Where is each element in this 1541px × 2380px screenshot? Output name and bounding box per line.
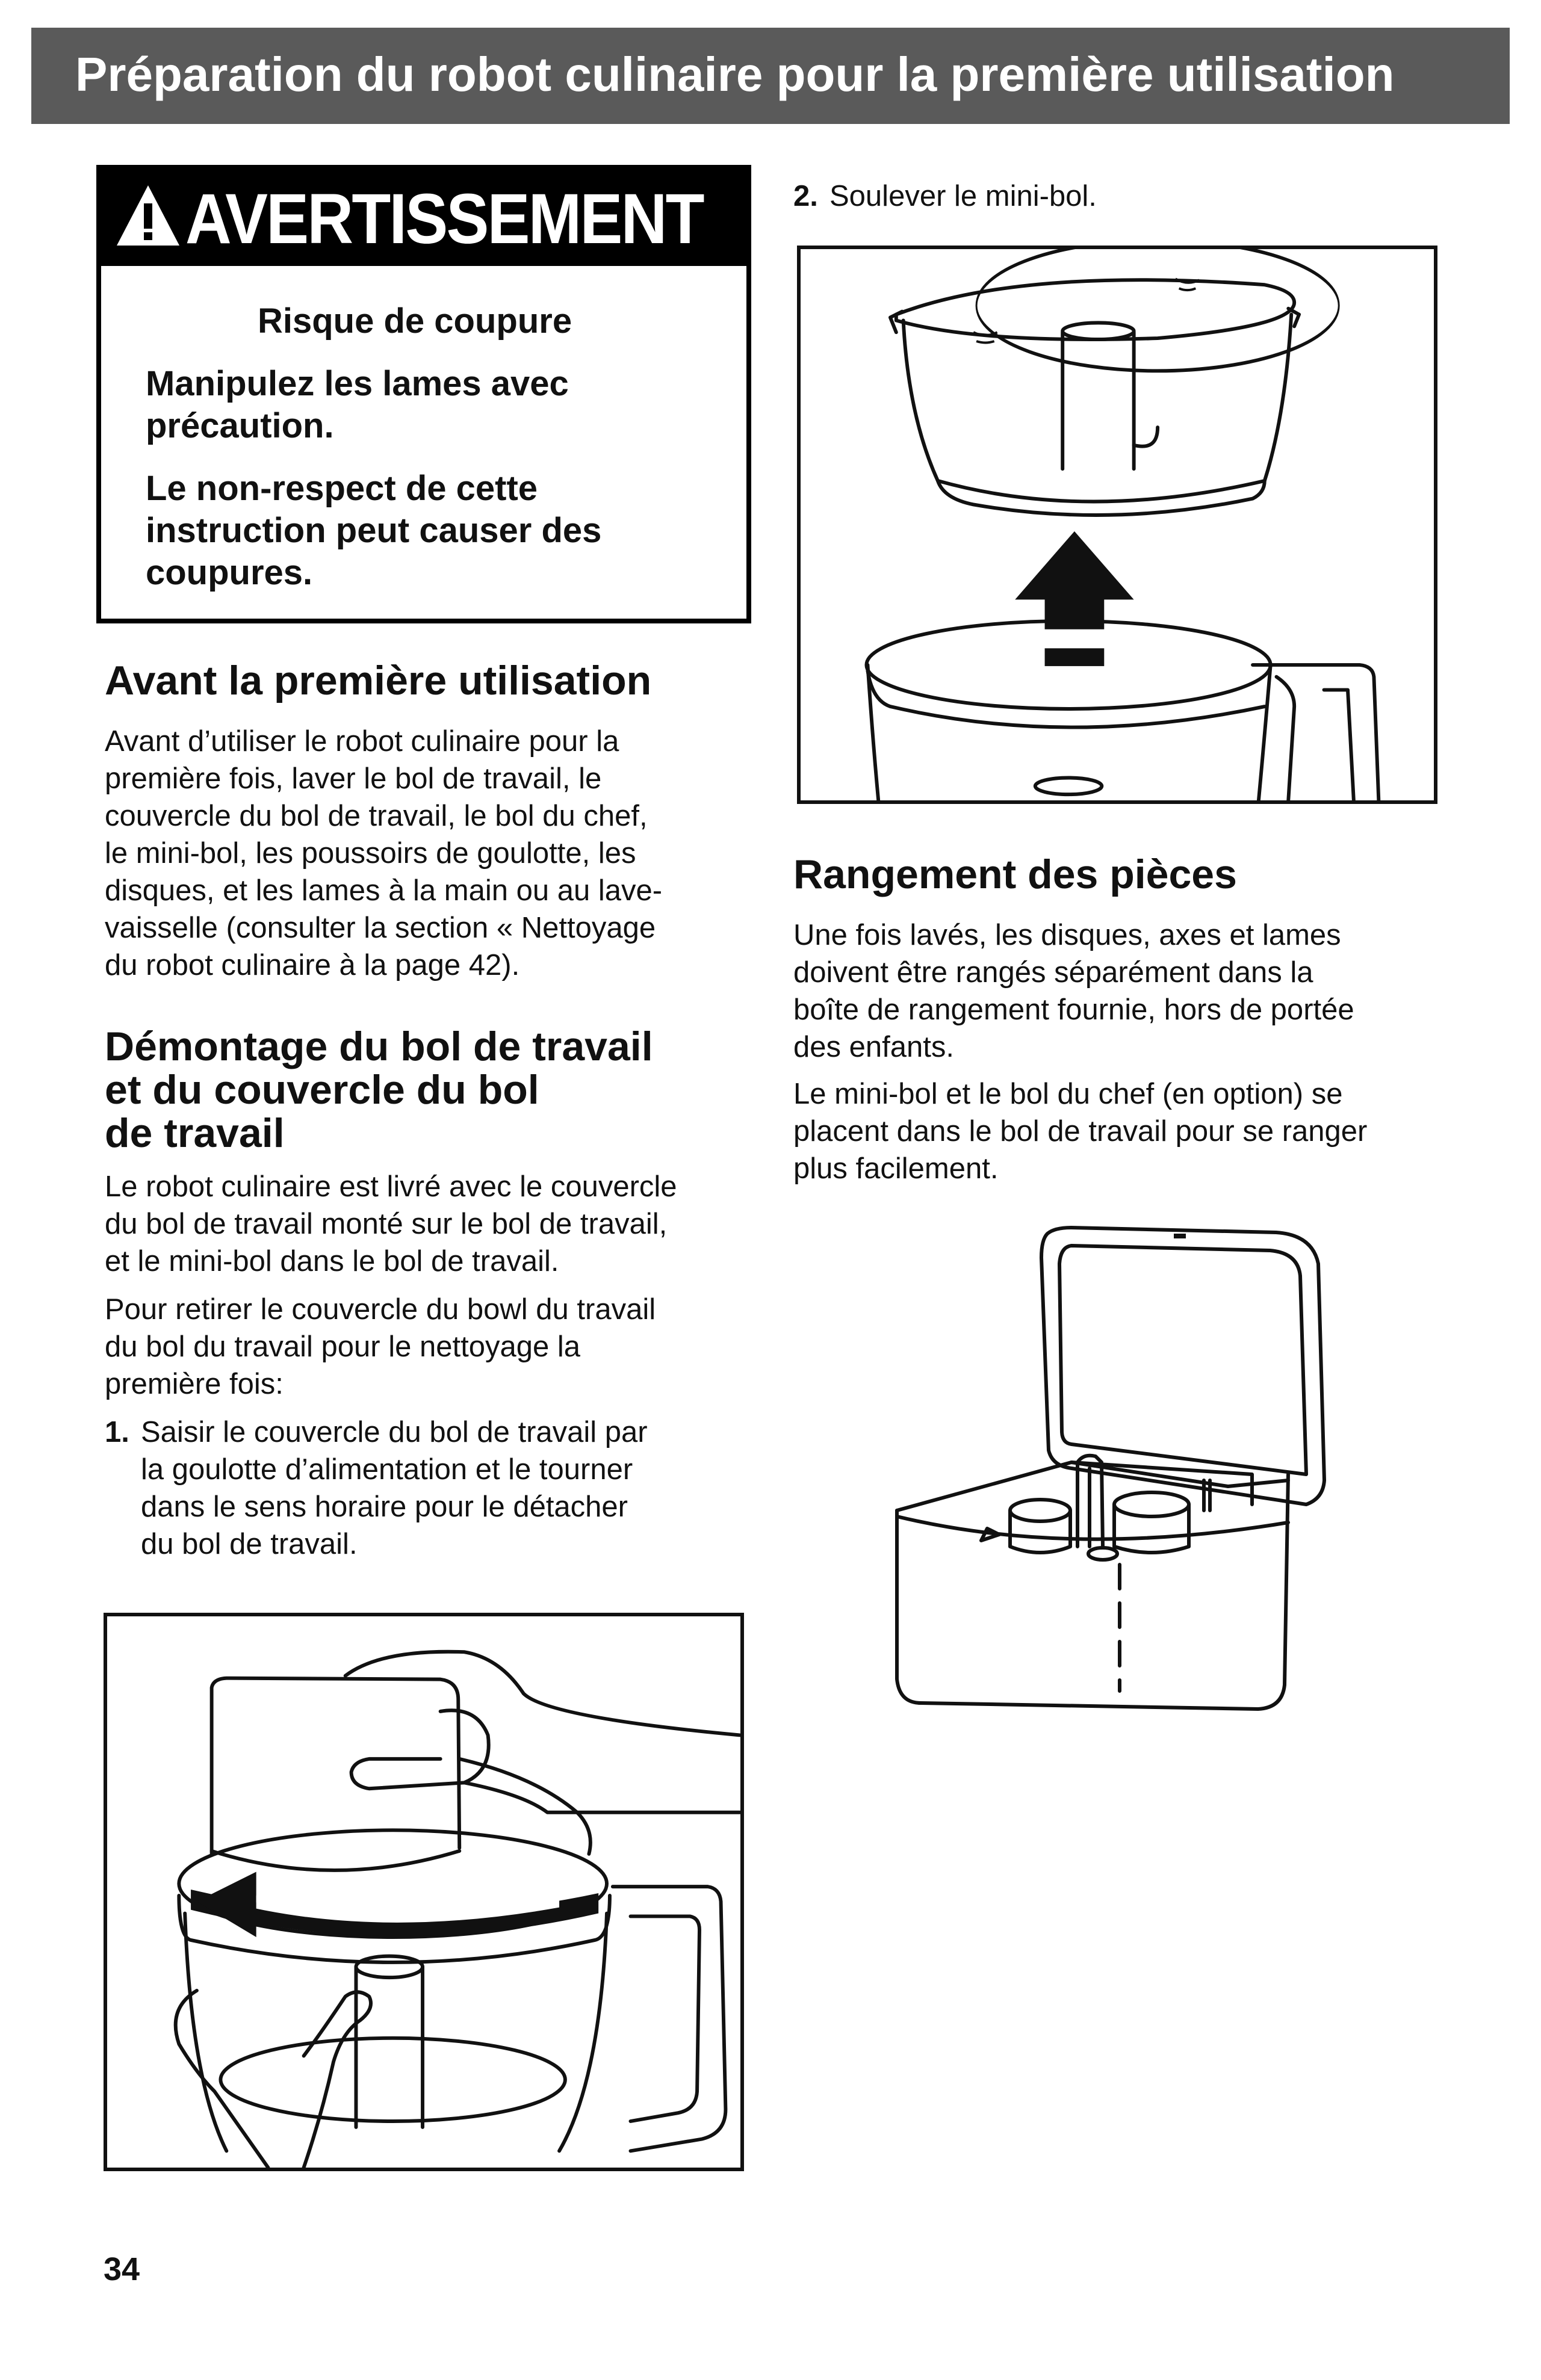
warning-label: AVERTISSEMENT [185, 179, 703, 259]
step-line: Saisir le couvercle du bol de travail par [141, 1416, 648, 1448]
body-line: Une fois lavés, les disques, axes et lames [793, 919, 1341, 951]
body-line: boîte de rangement fournie, hors de portée [793, 994, 1354, 1026]
body-line: couvercle du bol de travail, le bol du chef, [105, 800, 648, 832]
warning-subtitle: Risque de coupure [258, 301, 572, 341]
body-line: disques, et les lames à la main ou au lave- [105, 874, 663, 907]
section-title-disassembly: Démontage du bol de travail [105, 1024, 653, 1069]
section-title-storage: Rangement des pièces [793, 852, 1237, 897]
lid-rotation-illustration [107, 1616, 740, 2168]
warning-line: Le non-respect de cette [146, 469, 538, 508]
body-line: des enfants. [793, 1031, 954, 1063]
illustration-remove-lid [104, 1613, 744, 2171]
warning-header [101, 170, 746, 266]
body-line: du bol du travail pour le nettoyage la [105, 1331, 580, 1363]
warning-line: instruction peut causer des [146, 511, 602, 550]
section-title-before-use: Avant la première utilisation [105, 658, 652, 703]
body-line: doivent être rangés séparément dans la [793, 956, 1313, 989]
step-number: 1. [105, 1416, 129, 1448]
storage-box-illustration [891, 1222, 1336, 1721]
body-line: placent dans le bol de travail pour se ranger [793, 1115, 1368, 1148]
step-line: Soulever le mini-bol. [829, 180, 1097, 212]
body-line: Avant d’utiliser le robot culinaire pour la [105, 725, 619, 758]
warning-triangle-icon [114, 183, 182, 249]
mini-bowl-illustration [801, 249, 1434, 800]
body-line: du bol de travail monté sur le bol de travail, [105, 1208, 668, 1240]
body-line: Le mini-bol et le bol du chef (en option) se [793, 1078, 1343, 1110]
illustration-lift-mini-bowl [797, 246, 1437, 804]
step-line: du bol de travail. [141, 1528, 358, 1560]
body-line: première fois, laver le bol de travail, le [105, 762, 602, 795]
warning-line: précaution. [146, 406, 334, 445]
body-line: le mini-bol, les poussoirs de goulotte, les [105, 837, 636, 870]
step-line: dans le sens horaire pour le détacher [141, 1491, 628, 1523]
section-title-disassembly: et du couvercle du bol [105, 1067, 539, 1113]
step-line: la goulotte d’alimentation et le tourner [141, 1453, 633, 1486]
body-line: Pour retirer le couvercle du bowl du travail [105, 1293, 656, 1326]
section-title-disassembly: de travail [105, 1110, 285, 1156]
body-line: plus facilement. [793, 1152, 999, 1185]
warning-line: coupures. [146, 553, 313, 592]
body-line: du robot culinaire à la page 42). [105, 949, 520, 981]
body-line: première fois: [105, 1368, 284, 1400]
step-number: 2. [793, 180, 818, 212]
body-line: Le robot culinaire est livré avec le couvercle [105, 1170, 677, 1203]
body-line: vaisselle (consulter la section « Nettoyage [105, 912, 656, 944]
warning-box [96, 165, 751, 623]
page-title: Préparation du robot culinaire pour la première utilisation [75, 48, 1395, 101]
warning-line: Manipulez les lames avec [146, 364, 569, 403]
body-line: et le mini-bol dans le bol de travail. [105, 1245, 559, 1278]
page-number: 34 [104, 2251, 140, 2287]
